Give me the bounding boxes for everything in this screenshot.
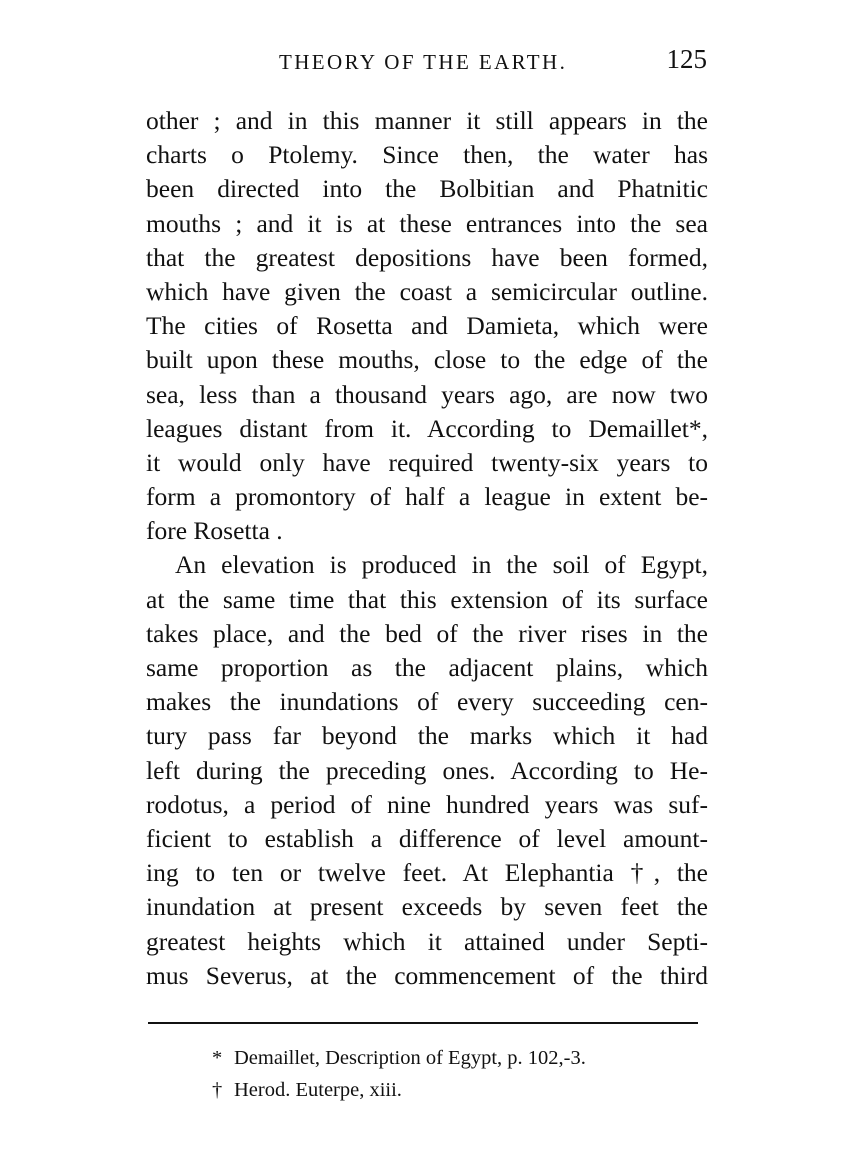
footnote-rule	[148, 1022, 698, 1024]
text-line: charts o Ptolemy. Since then, the water has	[146, 140, 708, 170]
text-line: fore Rosetta .	[146, 516, 283, 546]
text-line: sea, less than a thousand years ago, are now two	[146, 379, 708, 409]
footnote-text: Demaillet, Description of Egypt, p. 102,-3.	[234, 1047, 586, 1069]
text-line: built upon these mouths, close to the edge of the	[146, 345, 708, 375]
footnote-marker: †	[212, 1079, 223, 1101]
text-line: takes place, and the bed of the river rises in the	[146, 618, 708, 648]
footnote-marker: *	[212, 1047, 223, 1069]
text-line: been directed into the Bolbitian and Phatnitic	[146, 174, 708, 204]
text-line: mouths ; and it is at these entrances into the sea	[146, 208, 708, 238]
running-title: THEORY OF THE EARTH.	[279, 50, 568, 74]
text-line: greatest heights which it attained under Septi-	[146, 926, 708, 956]
page-number: 125	[666, 44, 707, 74]
text-line: inundation at present exceeds by seven feet the	[146, 892, 708, 922]
text-line: other ; and in this manner it still appears in the	[146, 106, 708, 135]
footnote	[212, 1042, 586, 1074]
text-line: form a promontory of half a league in extent be-	[146, 482, 708, 512]
text-line: tury pass far beyond the marks which it had	[146, 721, 708, 751]
footnote-text: Herod. Euterpe, xiii.	[234, 1079, 402, 1101]
running-head	[145, 44, 707, 78]
text-line: The cities of Rosetta and Damieta, which were	[146, 311, 708, 341]
text-line: leagues distant from it. According to Demaillet*,	[146, 413, 708, 443]
text-line: that the greatest depositions have been formed,	[146, 242, 708, 272]
body-text	[146, 104, 708, 993]
footnote	[212, 1074, 586, 1106]
text-line: ing to ten or twelve feet. At Elephantia †, the	[146, 858, 708, 888]
text-line: it would only have required twenty-six years to	[146, 447, 708, 477]
text-line: makes the inundations of every succeeding cen-	[146, 687, 708, 717]
text-line-paragraph-start: An elevation is produced in the soil of Egypt,	[175, 550, 708, 580]
text-line: at the same time that this extension of its surface	[146, 584, 708, 614]
text-line: which have given the coast a semicircular outline.	[146, 276, 708, 306]
text-line: left during the preceding ones. According to He-	[146, 755, 708, 785]
text-line: mus Severus, at the commencement of the third	[146, 960, 708, 990]
text-line: rodotus, a period of nine hundred years was suf-	[146, 789, 708, 819]
footnotes	[212, 1042, 586, 1106]
text-line: ficient to establish a difference of level amount-	[146, 823, 708, 853]
text-line: same proportion as the adjacent plains, which	[146, 653, 708, 682]
